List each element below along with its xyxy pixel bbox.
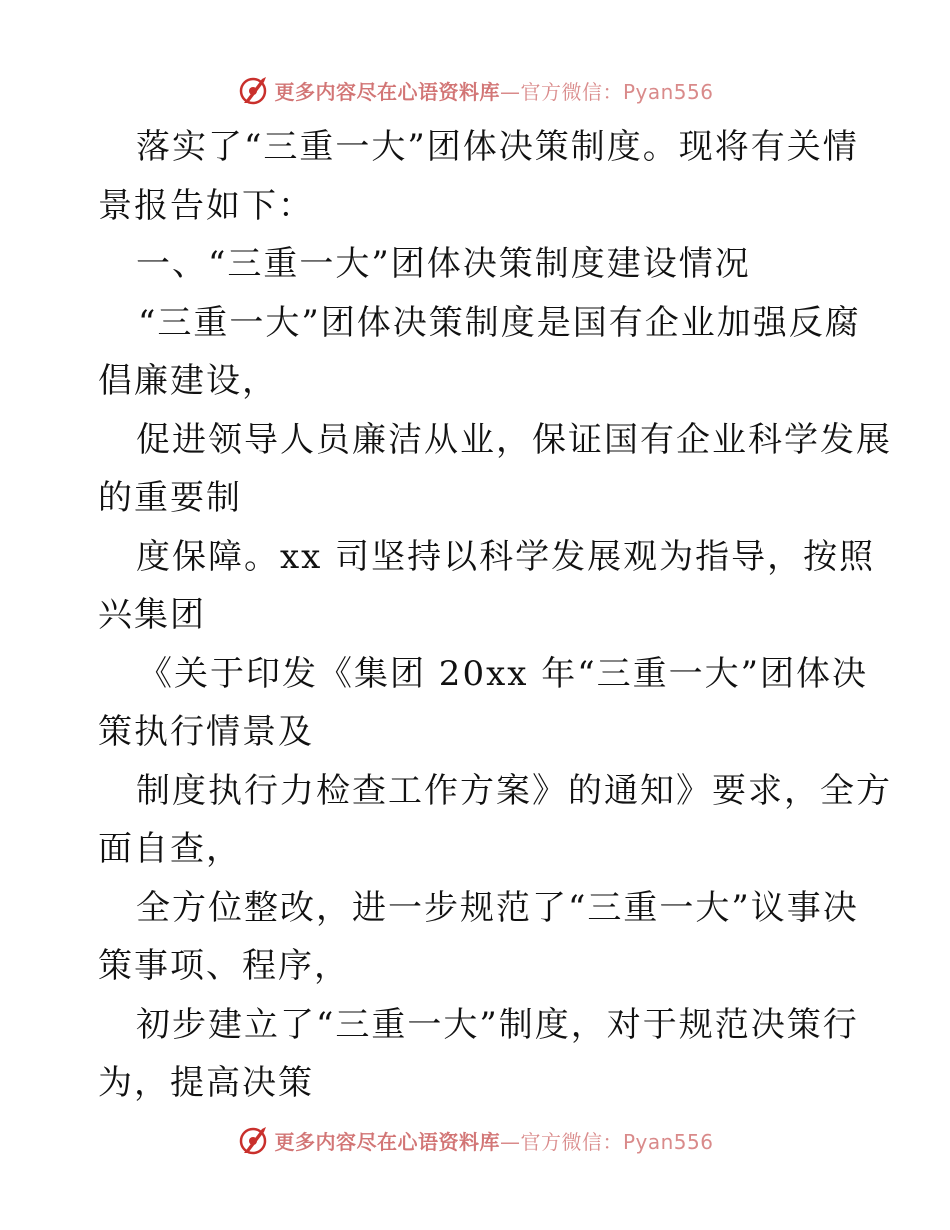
text-line: 策执行情景及 xyxy=(98,712,314,752)
text-line: “三重一大”团体决策制度是国有企业加强反腐 xyxy=(138,302,861,343)
text-line: 制度执行力检查工作方案》的通知》要求，全方 xyxy=(136,770,892,811)
text-line: 景报告如下： xyxy=(98,185,314,226)
document-body xyxy=(98,118,892,1113)
text-line: 落实了“三重一大”团体决策制度。现将有关情 xyxy=(136,127,859,167)
quill-logo-icon xyxy=(236,1123,270,1157)
text-line: 倡廉建设， xyxy=(98,361,278,401)
watermark-text: 更多内容尽在心语资料库—官方微信：Pyan556 xyxy=(274,1129,714,1154)
watermark-text: 更多内容尽在心语资料库—官方微信：Pyan556 xyxy=(274,79,714,104)
section-heading: 一、“三重一大”团体决策制度建设情况 xyxy=(136,244,751,284)
text-line: 为，提高决策 xyxy=(98,1063,314,1103)
quill-logo-icon xyxy=(236,73,270,107)
text-line: 面自查， xyxy=(98,829,242,869)
text-line: 策事项、程序， xyxy=(98,946,350,986)
text-line: 的重要制 xyxy=(98,478,242,518)
text-line: 度保障。xx 司坚持以科学发展观为指导，按照 xyxy=(136,536,876,577)
text-line: 促进领导人员廉洁从业，保证国有企业科学发展 xyxy=(136,419,892,460)
text-line: 全方位整改，进一步规范了“三重一大”议事决 xyxy=(136,887,859,928)
text-line: 《关于印发《集团 20xx 年“三重一大”团体决 xyxy=(138,653,868,694)
text-line: 初步建立了“三重一大”制度，对于规范决策行 xyxy=(136,1004,859,1045)
header-watermark xyxy=(0,70,950,110)
text-line: 兴集团 xyxy=(98,595,206,635)
footer-watermark xyxy=(0,1120,950,1160)
